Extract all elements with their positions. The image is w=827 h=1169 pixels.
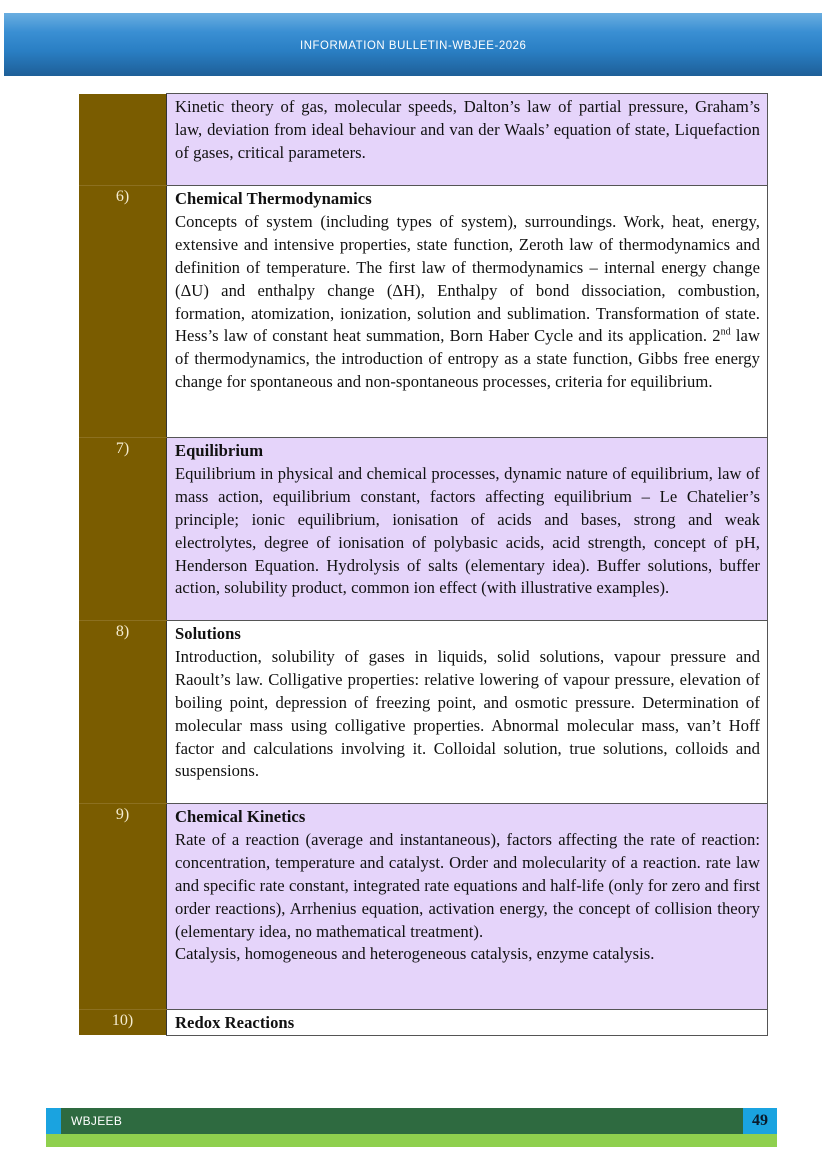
topic-body-part: Concepts of system (including types of system), surroundings. Work, heat, energy, extensive and intensive properties, state function, Zeroth law of thermodynamics and definition of temperature. The first law of thermodynamics – internal energy change (ΔU) and enthalpy change (ΔH), Enthalpy of bond dissociation, combustion, formation, atomization, ionization, solution and sublimation. Transformation of state. Hess’s law of constant heat summation, Born Haber Cycle and its application. 2	[175, 211, 760, 346]
table-row	[79, 186, 768, 438]
page-footer	[46, 1108, 777, 1153]
topic-number: 8)	[79, 621, 167, 804]
footer-stripe	[46, 1134, 777, 1147]
syllabus-table	[79, 93, 768, 1036]
topic-content	[167, 1010, 768, 1036]
topic-body-extra: Catalysis, homogeneous and heterogeneous catalysis, enzyme catalysis.	[175, 944, 655, 964]
topic-content	[167, 438, 768, 621]
topic-body: Kinetic theory of gas, molecular speeds, Dalton’s law of partial pressure, Graham’s law, deviation from ideal behaviour and van der Waals’ equation of state, Liquefaction of gases, critical parameters.	[175, 97, 760, 162]
header-banner	[4, 13, 822, 76]
topic-number	[79, 94, 167, 186]
topic-body: Equilibrium in physical and chemical processes, dynamic nature of equilibrium, law of mass action, equilibrium constant, factors affecting equilibrium – Le Chatelier’s principle; ionic equilibrium, ionisation of acids and bases, strong and weak electrolytes, degree of ionisation of polybasic acids, acid strength, concept of pH, Henderson Equation. Hydrolysis of salts (elementary idea). Buffer solutions, buffer action, solubility product, common ion effect (with illustrative examples).	[175, 463, 760, 598]
table-row	[79, 621, 768, 804]
topic-body-part: law of thermodynamics, the introduction of entropy as a state function, Gibbs free energy change for spontaneous and non-spontaneous processes, criteria for equilibrium.	[175, 326, 760, 392]
table-row	[79, 1010, 768, 1036]
table-row	[79, 94, 768, 186]
topic-body: Rate of a reaction (average and instantaneous), factors affecting the rate of reaction: concentration, temperature and catalyst. Order and molecularity of a reaction. rate law and specific rate constant, integrated rate equations and half-life (only for zero and first order reactions), Arrhenius equation, activation energy, the concept of collision theory (elementary idea, no mathematical treatment).	[175, 829, 760, 941]
page-number: 49	[743, 1108, 777, 1134]
topic-number: 6)	[79, 186, 167, 438]
topic-title: Chemical Kinetics	[175, 807, 306, 826]
footer-accent	[46, 1108, 61, 1134]
table-row	[79, 438, 768, 621]
topic-title: Solutions	[175, 624, 241, 643]
footer-label: WBJEEB	[71, 1114, 123, 1128]
header-title: INFORMATION BULLETIN-WBJEE-2026	[299, 37, 527, 52]
topic-number: 9)	[79, 804, 167, 1010]
topic-content	[167, 621, 768, 804]
topic-content	[167, 94, 768, 186]
topic-title: Redox Reactions	[175, 1013, 295, 1032]
footer-bar	[61, 1108, 743, 1134]
topic-content	[167, 804, 768, 1010]
topic-title: Chemical Thermodynamics	[175, 189, 372, 208]
topic-number: 10)	[79, 1010, 167, 1036]
table-row	[79, 804, 768, 1010]
topic-body	[175, 211, 760, 394]
topic-number: 7)	[79, 438, 167, 621]
superscript: nd	[720, 326, 731, 338]
topic-body: Introduction, solubility of gases in liquids, solid solutions, vapour pressure and Raoult’s law. Colligative properties: relative lowering of vapour pressure, elevation of boiling point, depression of freezing point, and osmotic pressure. Determination of molecular mass using colligative properties. Abnormal molecular mass, van’t Hoff factor and calculations involving it. Colloidal solution, true solutions, colloids and suspensions.	[175, 646, 760, 781]
topic-title: Equilibrium	[175, 441, 264, 460]
topic-content	[167, 186, 768, 438]
